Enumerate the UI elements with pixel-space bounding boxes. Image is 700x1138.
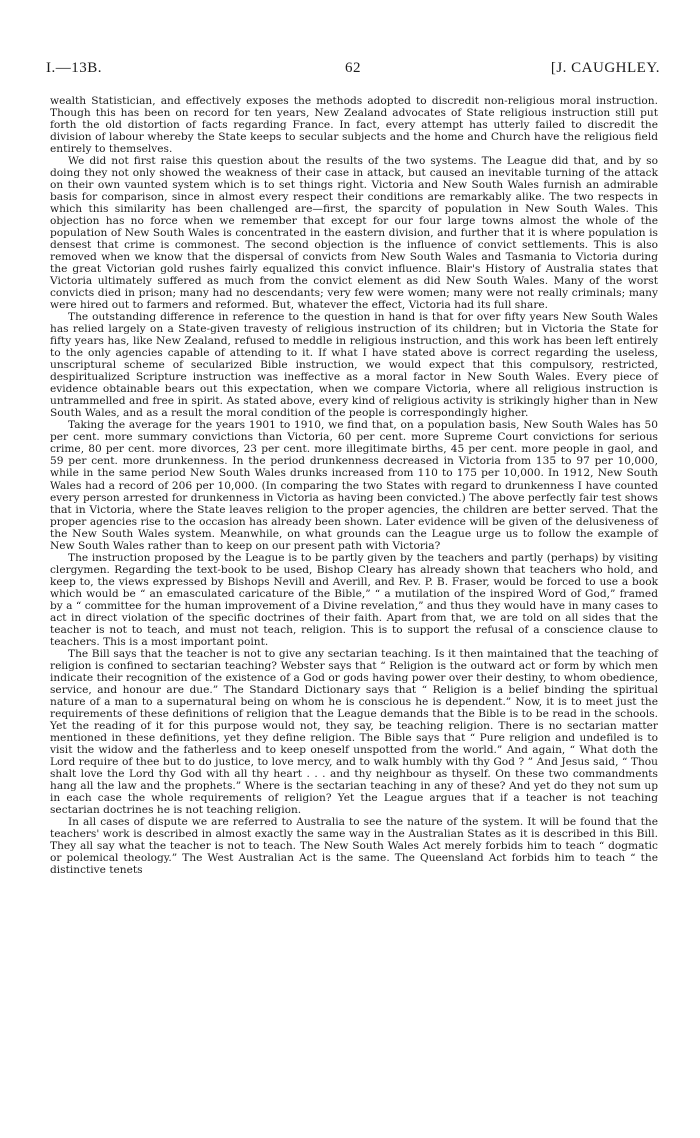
page-number: 62 <box>345 60 361 76</box>
body-text <box>50 95 658 876</box>
paragraph: wealth Statistician, and effectively exposes the methods adopted to discredit non-religious moral instruction. Though this has been on record for ten years, New Zealand advocates of State religious instruction still put forth the old distortion of facts regarding France. In fact, every attempt has utterly failed to discredit the division of labour whereby the State keeps to secular subjects and the home and Church have the religious field entirely to themselves. <box>50 95 658 156</box>
author-name: [J. CAUGHLEY. <box>550 60 660 76</box>
paragraph: We did not first raise this question about the results of the two systems. The League did that, and by so doing they not only showed the weakness of their case in attack, but caused an inevitable turning of the attack on their own vaunted system which is to set things right. Victoria and New South Wales furnish an admirable basis for comparison, since in almost every respect their conditions are remarkably alike. The two respects in which this similarity has been challenged are—first, the sparcity of population in New South Wales. This objection has no force when we remember that except for our four large towns almost the whole of the population of New South Wales is concentrated in the eastern division, and further that it is where population is densest that crime is commonest. The second objection is the influence of convict settlements. This is also removed when we know that the dispersal of convicts from New South Wales and Tasmania to Victoria during the great Victorian gold rushes fairly equalized this convict influence. Blair's History of Australia states that Victoria ultimately suffered as much from the convict element as did New South Wales. Many of the worst convicts died in prison; many had no descendants; very few were women; many were not really criminals; many were hired out to farmers and reformed. But, whatever the effect, Victoria had its full share. <box>50 155 658 312</box>
document-reference: I.—13B. <box>46 60 102 76</box>
paragraph: In all cases of dispute we are referred to Australia to see the nature of the system. It will be found that the teachers' work is described in almost exactly the same way in the Australian States as it is described in this Bill. They all say what the teacher is not to teach. The New South Wales Act merely forbids him to teach “ dogmatic or polemical theology.” The West Australian Act is the same. The Queensland Act forbids him to teach “ the distinctive tenets <box>50 815 658 876</box>
paragraph: The Bill says that the teacher is not to give any sectarian teaching. Is it then maintained that the teaching of religion is confined to sectarian teaching? Webster says that “ Religion is the outward act or form by which men indicate their recognition of the existence of a God or gods having power over their destiny, to whom obedience, service, and honour are due.” The Standard Dictionary says that “ Religion is a belief binding the spiritual nature of a man to a supernatural being on whom he is conscious he is dependent.” Now, it is to meet just the requirements of these definitions of religion that the League demands that the Bible is to be read in the schools. Yet the reading of it for this purpose would not, they say, be teaching religion. There is no sectarian matter mentioned in these definitions, yet they define religion. The Bible says that “ Pure religion and undefiled is to visit the widow and the fatherless and to keep oneself unspotted from the world.” And again, “ What doth the Lord require of thee but to do justice, to love mercy, and to walk humbly with thy God ? ” And Jesus said, “ Thou shalt love the Lord thy God with all thy heart . . . and thy neighbour as thyself. On these two commandments hang all the law and the prophets.” Where is the sectarian teaching in any of these? And yet do they not sum up in each case the whole requirements of religion? Yet the League argues that if a teacher is not teaching sectarian doctrines he is not teaching religion. <box>50 647 658 816</box>
paragraph: Taking the average for the years 1901 to 1910, we find that, on a population basis, New South Wales has 50 per cent. more summary convictions than Victoria, 60 per cent. more Supreme Court convictions for serious crime, 80 per cent. more divorces, 23 per cent. more illegitimate births, 45 per cent. more people in gaol, and 59 per cent. more drunkenness. In the period drunkenness decreased in Victoria from 135 to 97 per 10,000, while in the same period New South Wales drunks increased from 110 to 175 per 10,000. In 1912, New South Wales had a record of 206 per 10,000. (In comparing the two States with regard to drunkenness I have counted every person arrested for drunkenness in Victoria as having been convicted.) The above perfectly fair test shows that in Victoria, where the State leaves religion to the proper agencies, the children are better served. That the proper agencies rise to the occasion has already been shown. Later evidence will be given of the delusiveness of the New South Wales system. Meanwhile, on what grounds can the League urge us to follow the example of New South Wales rather than to keep on our present path with Victoria? <box>50 419 658 552</box>
paragraph: The outstanding difference in reference to the question in hand is that for over fifty years New South Wales has relied largely on a State-given travesty of religious instruction of its children; but in Victoria the State for fifty years has, like New Zealand, refused to meddle in religious instruction, and this work has been left entirely to the only agencies capable of attending to it. If what I have stated above is correct regarding the useless, unscriptural scheme of secularized Bible instruction, we would expect that this compulsory, restricted, despiritualized Scripture instruction was ineffective as a moral factor in New South Wales. Every piece of evidence obtainable bears out this expectation, when we compare Victoria, where all religious instruction is untrammelled and free in spirit. As stated above, every kind of religious activity is strikingly higher than in New South Wales, and as a result the moral condition of the people is correspondingly higher. <box>50 311 658 420</box>
paragraph: The instruction proposed by the League is to be partly given by the teachers and partly (perhaps) by visiting clergymen. Regarding the text-book to be used, Bishop Cleary has already shown that teachers who hold, and keep to, the views expressed by Bishops Nevill and Averill, and Rev. P. B. Fraser, would be forced to use a book which would be “ an emasculated caricature of the Bible,” “ a mutilation of the inspired Word of God,” framed by a “ committee for the human improvement of a Divine revelation,” and thus they would have in many cases to act in direct violation of the specific doctrines of their faith. Apart from that, we are told on all sides that the teacher is not to teach, and must not teach, religion. This is to support the refusal of a conscience clause to teachers. This is a most important point. <box>50 551 658 648</box>
